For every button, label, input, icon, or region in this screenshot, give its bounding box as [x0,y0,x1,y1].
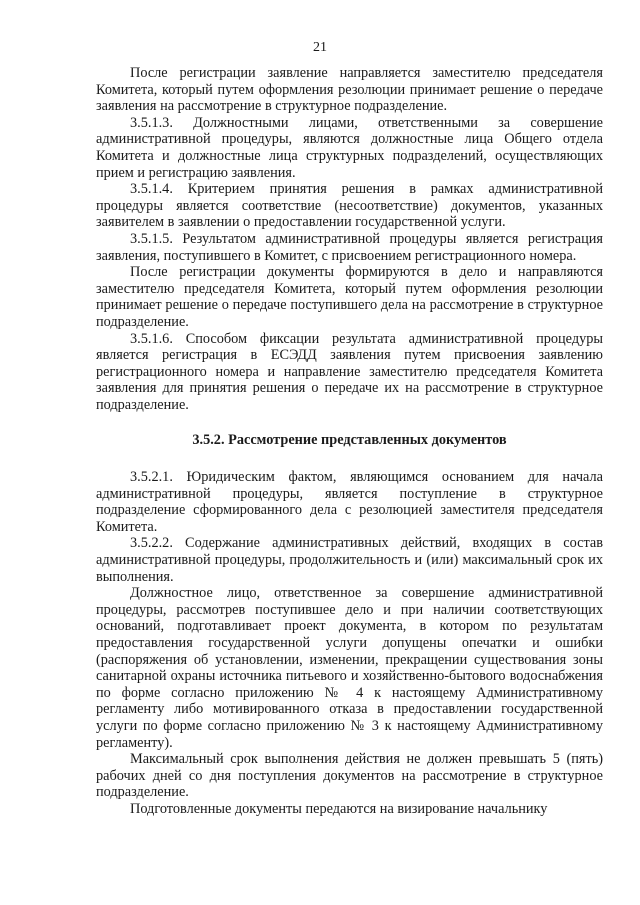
paragraph-3-5-2-2: 3.5.2.2. Содержание административных действий, входящих в состав административной процедуры, продолжительность и (или) максимальный срок их выполнения. [96,535,603,585]
page-number: 21 [313,40,327,55]
page-content [96,65,603,818]
section-heading: 3.5.2. Рассмотрение представленных документов [192,432,507,449]
paragraph-3-5-1-6: 3.5.1.6. Способом фиксации результата административной процедуры является регистрация в ЕСЭДД заявления путем присвоения заявлению регистрационного номера и направление заместителю председателя Комитета заявления для принятия решения о передаче их на рассмотрение в структурное подразделение. [96,330,603,413]
paragraph-documents-for-approval: Подготовленные документы передаются на визирование начальнику [130,800,548,817]
paragraph-max-duration: Максимальный срок выполнения действия не должен превышать 5 (пять) рабочих дней со дня поступления документов на рассмотрение в структурное подразделение. [96,751,603,801]
paragraph-3-5-1-5: 3.5.1.5. Результатом административной процедуры является регистрация заявления, поступившего в Комитет, с присвоением регистрационного номера. [96,230,603,264]
paragraph-registration-to-deputy: После регистрации заявление направляется заместителю председателя Комитета, который путем оформления резолюции принимает решение о передаче заявления на рассмотрение в структурное подразделение. [96,65,603,115]
paragraph-responsible-official: Должностное лицо, ответственное за совершение административной процедуры, рассмотрев поступившее дело и при наличии соответствующих оснований, подготавливает проект документа, в котором по результатам предоставления государственной услуги допущены опечатки и ошибки (распоряжения об установлении, изменении, прекращении существования зоны санитарной охраны источника питьевого и хозяйственно-бытового водоснабжения по форме согласно приложению № 4 к настоящему Административному регламенту либо мотивированного отказа в предоставлении государственной услуги по форме согласно приложению № 3 к настоящему Административному регламенту). [96,585,603,751]
paragraph-3-5-1-4: 3.5.1.4. Критерием принятия решения в рамках административной процедуры является соответствие (несоответствие) документов, указанных заявителем в заявлении о предоставлении государственной услуги. [96,181,603,231]
paragraph-documents-formed-into-case: После регистрации документы формируются в дело и направляются заместителю председателя Комитета, который путем оформления резолюции принимает решение о передаче поступившего дела на рассмотрение в структурное подразделение. [96,264,603,330]
paragraph-3-5-2-1: 3.5.2.1. Юридическим фактом, являющимся основанием для начала административной процедуры, является поступление в структурное подразделение сформированного дела с резолюцией заместителя председателя Комитета. [96,469,603,535]
paragraph-3-5-1-3: 3.5.1.3. Должностными лицами, ответственными за совершение административной процедуры, являются должностные лица Общего отдела Комитета и должностные лица структурных подразделений, осуществляющих прием и регистрацию заявления. [96,114,603,181]
